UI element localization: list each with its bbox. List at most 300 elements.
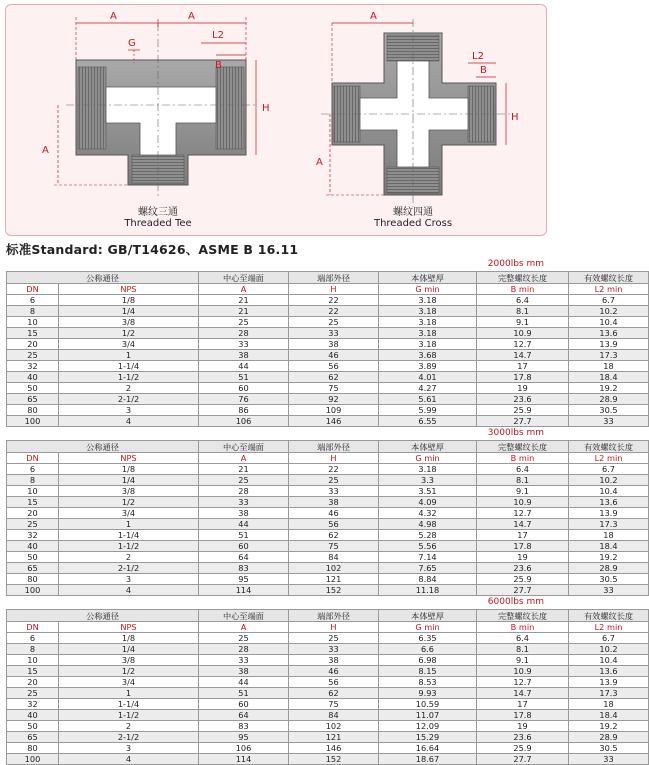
table-cell: 75: [289, 699, 379, 710]
table-cell: 30.5: [569, 743, 649, 754]
table-row: [7, 350, 649, 361]
table-cell: 121: [289, 574, 379, 585]
table-cell: 30.5: [569, 405, 649, 416]
table-cell: 33: [199, 497, 289, 508]
table-cell: 3: [59, 405, 199, 416]
table-cell: 8: [7, 475, 59, 486]
table-cell: 25.9: [477, 743, 569, 754]
table-cell: 7.14: [379, 552, 477, 563]
table-cell: 15.29: [379, 732, 477, 743]
table-cell: 9.1: [477, 317, 569, 328]
table-cell: 1-1/2: [59, 541, 199, 552]
column-group-header: 公称通径: [7, 272, 199, 284]
table-cell: 30.5: [569, 574, 649, 585]
table-cell: 21: [199, 306, 289, 317]
table-cell: 33: [199, 655, 289, 666]
column-header: NPS: [59, 453, 199, 464]
table-cell: 15: [7, 328, 59, 339]
table-cell: 18: [569, 361, 649, 372]
table-cell: 19.2: [569, 552, 649, 563]
table-cell: 10.59: [379, 699, 477, 710]
table-row: [7, 574, 649, 585]
column-header: B min: [477, 284, 569, 295]
table-cell: 114: [199, 585, 289, 596]
table-cell: 27.7: [477, 754, 569, 765]
table-cell: 17: [477, 530, 569, 541]
table-cell: 28.9: [569, 732, 649, 743]
tee-dim-a-side: A: [42, 145, 49, 156]
table-row: [7, 339, 649, 350]
column-group-header: 中心至端面: [199, 441, 289, 453]
table-cell: 100: [7, 416, 59, 427]
table-cell: 25: [199, 317, 289, 328]
table-cell: 33: [569, 585, 649, 596]
table-cell: 40: [7, 372, 59, 383]
column-group-header: 本体壁厚: [379, 441, 477, 453]
table-row: [7, 519, 649, 530]
table-cell: 10.2: [569, 475, 649, 486]
table-cell: 3: [59, 743, 199, 754]
table-cell: 33: [289, 328, 379, 339]
table-cell: 13.6: [569, 328, 649, 339]
table-cell: 20: [7, 339, 59, 350]
table-cell: 1/2: [59, 328, 199, 339]
table-cell: 40: [7, 541, 59, 552]
table-cell: 106: [199, 743, 289, 754]
table-cell: 4.09: [379, 497, 477, 508]
tee-caption-cn: 螺纹三通: [138, 207, 178, 218]
header-row: [7, 441, 649, 453]
table-cell: 60: [199, 699, 289, 710]
table-cell: 5.61: [379, 394, 477, 405]
table-row: [7, 486, 649, 497]
table-cell: 17: [477, 699, 569, 710]
table-cell: 84: [289, 552, 379, 563]
column-header: L2 min: [569, 453, 649, 464]
column-header: B min: [477, 453, 569, 464]
table-cell: 56: [289, 677, 379, 688]
table-cell: 46: [289, 508, 379, 519]
table-cell: 25: [7, 519, 59, 530]
table-cell: 13.9: [569, 677, 649, 688]
table-cell: 84: [289, 710, 379, 721]
table-cell: 28: [199, 486, 289, 497]
table-cell: 25: [7, 688, 59, 699]
table-cell: 75: [289, 541, 379, 552]
column-group-header: 本体壁厚: [379, 610, 477, 622]
column-header: NPS: [59, 622, 199, 633]
table-cell: 19: [477, 552, 569, 563]
table-cell: 83: [199, 721, 289, 732]
table-row: [7, 732, 649, 743]
table-cell: 1/2: [59, 497, 199, 508]
table-cell: 8.1: [477, 644, 569, 655]
table-row: [7, 475, 649, 486]
column-group-header: 有效螺纹长度: [569, 610, 649, 622]
table-cell: 1/4: [59, 475, 199, 486]
table-cell: 10.9: [477, 328, 569, 339]
cross-dim-a-top: A: [370, 11, 377, 22]
table-cell: 13.9: [569, 508, 649, 519]
table-cell: 62: [289, 688, 379, 699]
table-cell: 10: [7, 655, 59, 666]
table-cell: 19: [477, 721, 569, 732]
table-cell: 10: [7, 317, 59, 328]
table-cell: 6.4: [477, 295, 569, 306]
table-cell: 22: [289, 464, 379, 475]
column-group-header: 端部外径: [289, 610, 379, 622]
table-cell: 12.7: [477, 339, 569, 350]
column-header: G min: [379, 453, 477, 464]
table-row: [7, 405, 649, 416]
table-cell: 28: [199, 328, 289, 339]
header-row: [7, 610, 649, 622]
column-header: H: [289, 622, 379, 633]
table-cell: 1/4: [59, 306, 199, 317]
table-cell: 28: [199, 644, 289, 655]
threaded-cross-drawing: [321, 19, 511, 207]
table-cell: 19.2: [569, 721, 649, 732]
column-header: DN: [7, 622, 59, 633]
table-cell: 60: [199, 541, 289, 552]
column-header: L2 min: [569, 284, 649, 295]
table-cell: 32: [7, 361, 59, 372]
table-cell: 3/8: [59, 317, 199, 328]
table-cell: 25: [289, 475, 379, 486]
table-cell: 152: [289, 585, 379, 596]
table-cell: 33: [199, 339, 289, 350]
table-cell: 38: [289, 655, 379, 666]
table-cell: 6.98: [379, 655, 477, 666]
table-cell: 1/8: [59, 464, 199, 475]
table-cell: 12.7: [477, 508, 569, 519]
table-cell: 6: [7, 633, 59, 644]
table-cell: 62: [289, 372, 379, 383]
table-cell: 102: [289, 721, 379, 732]
table-row: [7, 394, 649, 405]
table-cell: 3/4: [59, 339, 199, 350]
table-cell: 80: [7, 743, 59, 754]
table-row: [7, 361, 649, 372]
table-cell: 1: [59, 350, 199, 361]
table-cell: 12.09: [379, 721, 477, 732]
table-cell: 32: [7, 530, 59, 541]
table-cell: 4: [59, 754, 199, 765]
header-row: [7, 272, 649, 284]
column-group-header: 中心至端面: [199, 272, 289, 284]
table-cell: 18: [569, 699, 649, 710]
spec-table: [6, 440, 649, 596]
table-cell: 8: [7, 644, 59, 655]
diagram-panel: [5, 4, 547, 236]
table-cell: 23.6: [477, 732, 569, 743]
cross-dim-b: B: [480, 65, 487, 76]
table-cell: 13.9: [569, 339, 649, 350]
table-cell: 6.6: [379, 644, 477, 655]
tee-caption: [108, 203, 208, 229]
table-cell: 121: [289, 732, 379, 743]
column-header: H: [289, 453, 379, 464]
table-cell: 3.18: [379, 339, 477, 350]
table-cell: 2: [59, 552, 199, 563]
column-group-header: 本体壁厚: [379, 272, 477, 284]
table-cell: 25: [7, 350, 59, 361]
table-row: [7, 372, 649, 383]
column-header: G min: [379, 622, 477, 633]
table-row: [7, 383, 649, 394]
tee-caption-en: Threaded Tee: [124, 218, 192, 229]
table-cell: 10.2: [569, 306, 649, 317]
table-cell: 51: [199, 688, 289, 699]
table-cell: 44: [199, 519, 289, 530]
table-cell: 18.4: [569, 372, 649, 383]
table-cell: 10.2: [569, 644, 649, 655]
table-cell: 3/8: [59, 486, 199, 497]
table-cell: 5.56: [379, 541, 477, 552]
table-cell: 152: [289, 754, 379, 765]
table-cell: 8.53: [379, 677, 477, 688]
table-cell: 114: [199, 754, 289, 765]
column-group-header: 完整螺纹长度: [477, 610, 569, 622]
tee-dim-h: H: [262, 103, 270, 114]
tee-dim-b: B: [215, 60, 222, 71]
table-cell: 25: [289, 317, 379, 328]
class-label: 3000lbs mm: [487, 428, 544, 438]
table-row: [7, 552, 649, 563]
table-cell: 17.8: [477, 710, 569, 721]
table-row: [7, 464, 649, 475]
table-cell: 86: [199, 405, 289, 416]
cross-caption-en: Threaded Cross: [373, 218, 453, 229]
table-cell: 38: [199, 508, 289, 519]
table-cell: 20: [7, 677, 59, 688]
column-header: H: [289, 284, 379, 295]
table-cell: 6.7: [569, 295, 649, 306]
table-cell: 102: [289, 563, 379, 574]
table-cell: 8: [7, 306, 59, 317]
table-cell: 5.28: [379, 530, 477, 541]
table-cell: 75: [289, 383, 379, 394]
table-cell: 1/4: [59, 644, 199, 655]
table-cell: 33: [289, 486, 379, 497]
table-cell: 106: [199, 416, 289, 427]
table-row: [7, 633, 649, 644]
table-cell: 3: [59, 574, 199, 585]
table-cell: 17.3: [569, 519, 649, 530]
table-cell: 12.7: [477, 677, 569, 688]
table-cell: 4.32: [379, 508, 477, 519]
table-cell: 1-1/4: [59, 699, 199, 710]
class-label: 6000lbs mm: [487, 597, 544, 607]
cross-dim-h: H: [511, 112, 519, 123]
table-cell: 1-1/4: [59, 530, 199, 541]
table-cell: 64: [199, 552, 289, 563]
table-cell: 3.18: [379, 295, 477, 306]
tee-dim-g: G: [128, 38, 136, 49]
table-cell: 18.4: [569, 541, 649, 552]
table-cell: 10.4: [569, 655, 649, 666]
table-cell: 3.18: [379, 328, 477, 339]
table-cell: 65: [7, 732, 59, 743]
tee-dim-l2: L2: [212, 30, 224, 41]
table-cell: 56: [289, 361, 379, 372]
table-cell: 83: [199, 563, 289, 574]
table-cell: 9.1: [477, 655, 569, 666]
table-cell: 19.2: [569, 383, 649, 394]
table-cell: 23.6: [477, 563, 569, 574]
table-cell: 17.8: [477, 372, 569, 383]
table-cell: 18: [569, 530, 649, 541]
table-cell: 4: [59, 585, 199, 596]
table-cell: 4.01: [379, 372, 477, 383]
table-cell: 6.7: [569, 464, 649, 475]
table-row: [7, 721, 649, 732]
table-cell: 64: [199, 710, 289, 721]
column-header: NPS: [59, 284, 199, 295]
table-cell: 21: [199, 295, 289, 306]
table-cell: 109: [289, 405, 379, 416]
table-row: [7, 317, 649, 328]
table-row: [7, 666, 649, 677]
table-cell: 6.55: [379, 416, 477, 427]
table-row: [7, 699, 649, 710]
table-cell: 3.3: [379, 475, 477, 486]
column-header: B min: [477, 622, 569, 633]
table-cell: 38: [289, 339, 379, 350]
table-cell: 3.51: [379, 486, 477, 497]
table-cell: 51: [199, 372, 289, 383]
table-row: [7, 655, 649, 666]
table-cell: 8.1: [477, 475, 569, 486]
table-cell: 4: [59, 416, 199, 427]
table-cell: 3/4: [59, 677, 199, 688]
table-cell: 22: [289, 306, 379, 317]
table-cell: 13.6: [569, 666, 649, 677]
table-cell: 10.9: [477, 497, 569, 508]
table-cell: 15: [7, 666, 59, 677]
table-cell: 60: [199, 383, 289, 394]
table-cell: 50: [7, 383, 59, 394]
table-cell: 95: [199, 732, 289, 743]
table-cell: 16.64: [379, 743, 477, 754]
table-cell: 100: [7, 754, 59, 765]
table-cell: 9.93: [379, 688, 477, 699]
standard-heading: 标准Standard: GB/T14626、ASME B 16.11: [6, 242, 299, 257]
table-cell: 22: [289, 295, 379, 306]
table-cell: 6: [7, 295, 59, 306]
table-cell: 1: [59, 519, 199, 530]
table-cell: 10.4: [569, 486, 649, 497]
table-cell: 17.8: [477, 541, 569, 552]
table-row: [7, 688, 649, 699]
table-row: [7, 541, 649, 552]
column-header: DN: [7, 284, 59, 295]
column-group-header: 有效螺纹长度: [569, 441, 649, 453]
column-header: A: [199, 284, 289, 295]
table-cell: 19: [477, 383, 569, 394]
table-cell: 38: [289, 497, 379, 508]
table-cell: 6.7: [569, 633, 649, 644]
column-group-header: 中心至端面: [199, 610, 289, 622]
table-cell: 56: [289, 519, 379, 530]
table-cell: 7.65: [379, 563, 477, 574]
table-row: [7, 508, 649, 519]
spec-table: [6, 271, 649, 427]
column-header: DN: [7, 453, 59, 464]
table-cell: 8.84: [379, 574, 477, 585]
table-cell: 44: [199, 677, 289, 688]
table-cell: 6.4: [477, 464, 569, 475]
table-row: [7, 306, 649, 317]
table-row: [7, 644, 649, 655]
table-cell: 33: [289, 644, 379, 655]
table-cell: 18.67: [379, 754, 477, 765]
table-cell: 14.7: [477, 519, 569, 530]
table-cell: 25: [289, 633, 379, 644]
table-cell: 4.27: [379, 383, 477, 394]
table-cell: 8.1: [477, 306, 569, 317]
table-cell: 10.4: [569, 317, 649, 328]
table-cell: 146: [289, 416, 379, 427]
column-group-header: 端部外径: [289, 272, 379, 284]
table-cell: 65: [7, 563, 59, 574]
table-cell: 46: [289, 350, 379, 361]
spec-tables: [6, 258, 634, 765]
table-cell: 4.98: [379, 519, 477, 530]
table-cell: 11.07: [379, 710, 477, 721]
table-row: [7, 328, 649, 339]
table-cell: 6.4: [477, 633, 569, 644]
table-cell: 33: [569, 416, 649, 427]
spec-table: [6, 609, 649, 765]
table-row: [7, 710, 649, 721]
table-cell: 50: [7, 721, 59, 732]
table-cell: 3.18: [379, 464, 477, 475]
table-cell: 33: [569, 754, 649, 765]
table-cell: 32: [7, 699, 59, 710]
table-cell: 2: [59, 383, 199, 394]
cross-dim-a-side: A: [316, 157, 323, 168]
table-cell: 14.7: [477, 688, 569, 699]
table-row: [7, 563, 649, 574]
tee-dim-a-right: A: [188, 11, 195, 22]
table-cell: 38: [199, 666, 289, 677]
cross-dim-l2: L2: [472, 51, 484, 62]
table-cell: 10.9: [477, 666, 569, 677]
column-header: A: [199, 453, 289, 464]
table-row: [7, 754, 649, 765]
table-cell: 14.7: [477, 350, 569, 361]
table-cell: 2: [59, 721, 199, 732]
table-cell: 44: [199, 361, 289, 372]
table-cell: 46: [289, 666, 379, 677]
table-cell: 27.7: [477, 416, 569, 427]
table-cell: 28.9: [569, 563, 649, 574]
table-cell: 9.1: [477, 486, 569, 497]
table-cell: 17: [477, 361, 569, 372]
header-row: [7, 453, 649, 464]
table-cell: 1-1/2: [59, 710, 199, 721]
table-row: [7, 585, 649, 596]
column-group-header: 有效螺纹长度: [569, 272, 649, 284]
table-cell: 65: [7, 394, 59, 405]
table-cell: 1/8: [59, 295, 199, 306]
table-cell: 1/8: [59, 633, 199, 644]
column-group-header: 完整螺纹长度: [477, 441, 569, 453]
table-cell: 1: [59, 688, 199, 699]
column-group-header: 公称通径: [7, 441, 199, 453]
table-cell: 3.68: [379, 350, 477, 361]
